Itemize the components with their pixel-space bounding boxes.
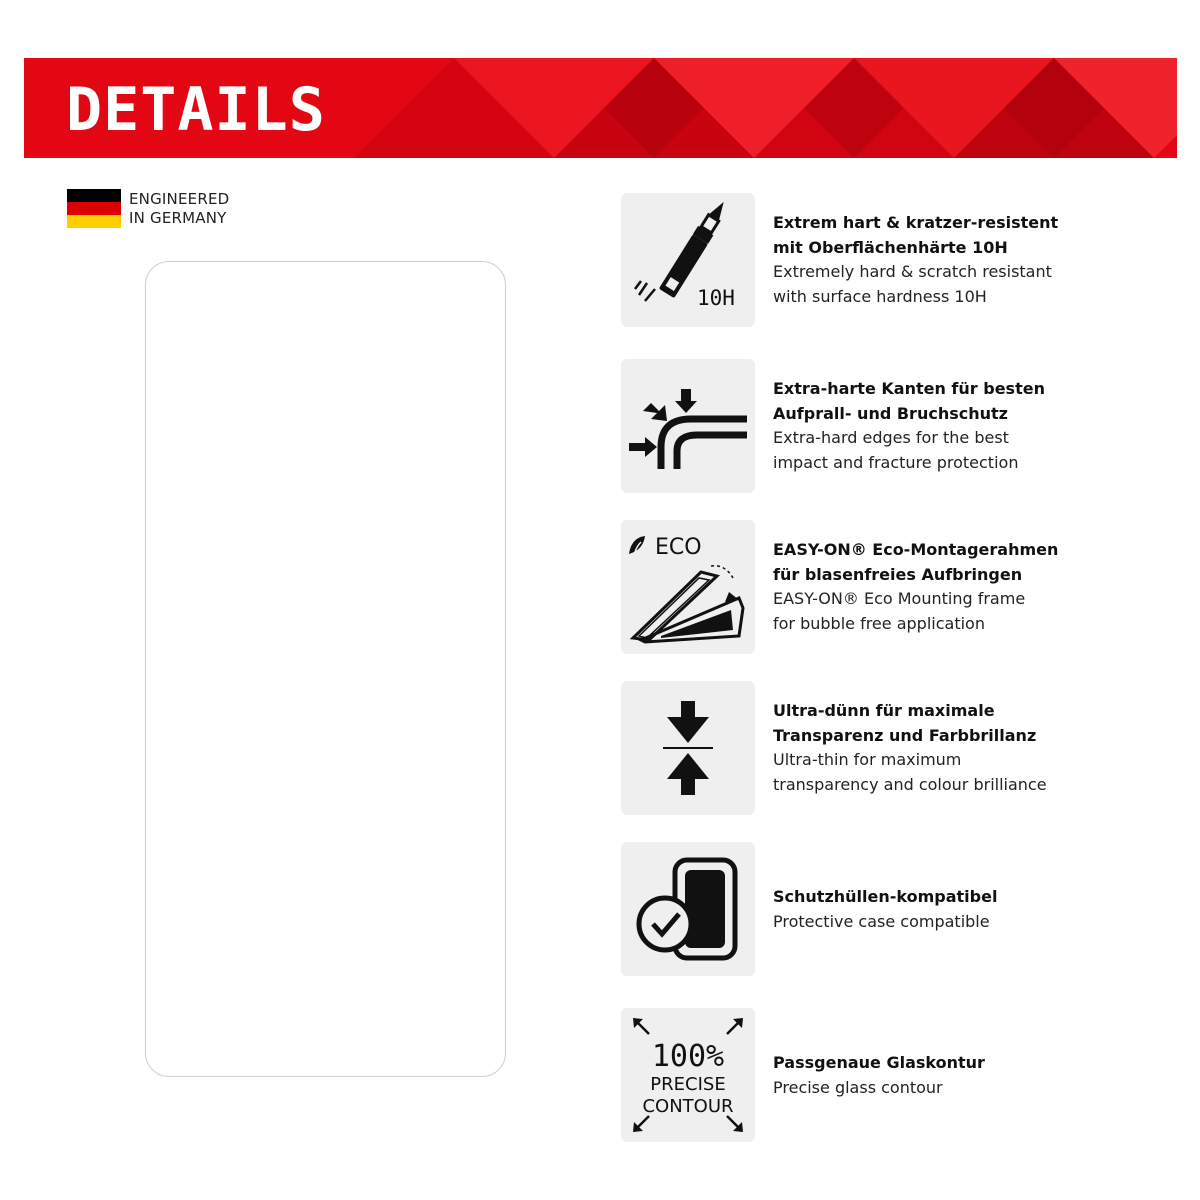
feature-3-en-line-2: for bubble free application <box>773 613 985 633</box>
feature-precise-contour <box>621 1008 1161 1142</box>
hard-edges-icon <box>621 359 755 493</box>
feature-2-de-line-1: Extra-harte Kanten für besten <box>773 379 1045 398</box>
feature-ultra-thin <box>621 681 1161 815</box>
feature-2-en-line-2: impact and fracture protection <box>773 452 1019 472</box>
germany-flag-icon <box>67 189 121 228</box>
icon-eco-label: ECO <box>655 535 702 560</box>
feature-5-en-line-1: Protective case compatible <box>773 911 990 931</box>
feature-4-de-line-2: Transparenz und Farbbrillanz <box>773 725 1037 745</box>
feature-4-en-line-2: transparency and colour brilliance <box>773 774 1047 794</box>
screen-protector-outline <box>145 261 506 1077</box>
feature-hardness <box>621 193 1161 327</box>
header-banner <box>24 58 1177 158</box>
ultra-thin-icon <box>621 681 755 815</box>
feature-3-de-line-2: für blasenfreies Aufbringen <box>773 564 1023 584</box>
feature-2-en-line-1: Extra-hard edges for the best <box>773 428 1009 447</box>
feature-3-de-line-1: EASY-ON® Eco-Montagerahmen <box>773 540 1059 559</box>
leaf-icon <box>629 536 645 554</box>
icon-100-label: 100% <box>651 1039 725 1074</box>
feature-5-de-line-1: Schutzhüllen-kompatibel <box>773 887 998 906</box>
feature-3-en-line-1: EASY-ON® Eco Mounting frame <box>773 589 1026 608</box>
feature-hard-edges <box>621 359 1161 493</box>
feature-4-en-line-1: Ultra-thin for maximum <box>773 750 962 769</box>
feature-1-en-line-2: with surface hardness 10H <box>773 286 987 306</box>
engineered-in-germany <box>129 190 229 228</box>
page-title: DETAILS <box>66 75 326 145</box>
feature-4-de-line-1: Ultra-dünn für maximale <box>773 701 995 720</box>
precise-contour-icon <box>621 1008 755 1142</box>
icon-10h-label: 10H <box>697 286 735 310</box>
feature-1-de-line-1: Extrem hart & kratzer-resistent <box>773 213 1059 232</box>
feature-6-de-line-1: Passgenaue Glaskontur <box>773 1053 985 1072</box>
icon-precise-label: PRECISE <box>650 1074 726 1095</box>
feature-6-en-line-1: Precise glass contour <box>773 1077 943 1097</box>
feature-eco-mounting <box>621 520 1161 654</box>
origin-line-2: IN GERMANY <box>129 209 227 227</box>
feature-1-de-line-2: mit Oberflächenhärte 10H <box>773 237 1008 257</box>
origin-line-1: ENGINEERED <box>129 190 230 208</box>
feature-1-en-line-1: Extremely hard & scratch resistant <box>773 262 1052 281</box>
pen-10h-icon <box>621 193 755 327</box>
feature-2-de-line-2: Aufprall- und Bruchschutz <box>773 403 1008 423</box>
feature-case-compatible <box>621 842 1161 976</box>
eco-mounting-frame-icon <box>621 520 755 654</box>
icon-contour-label: CONTOUR <box>642 1096 734 1117</box>
case-compatible-icon <box>621 842 755 976</box>
